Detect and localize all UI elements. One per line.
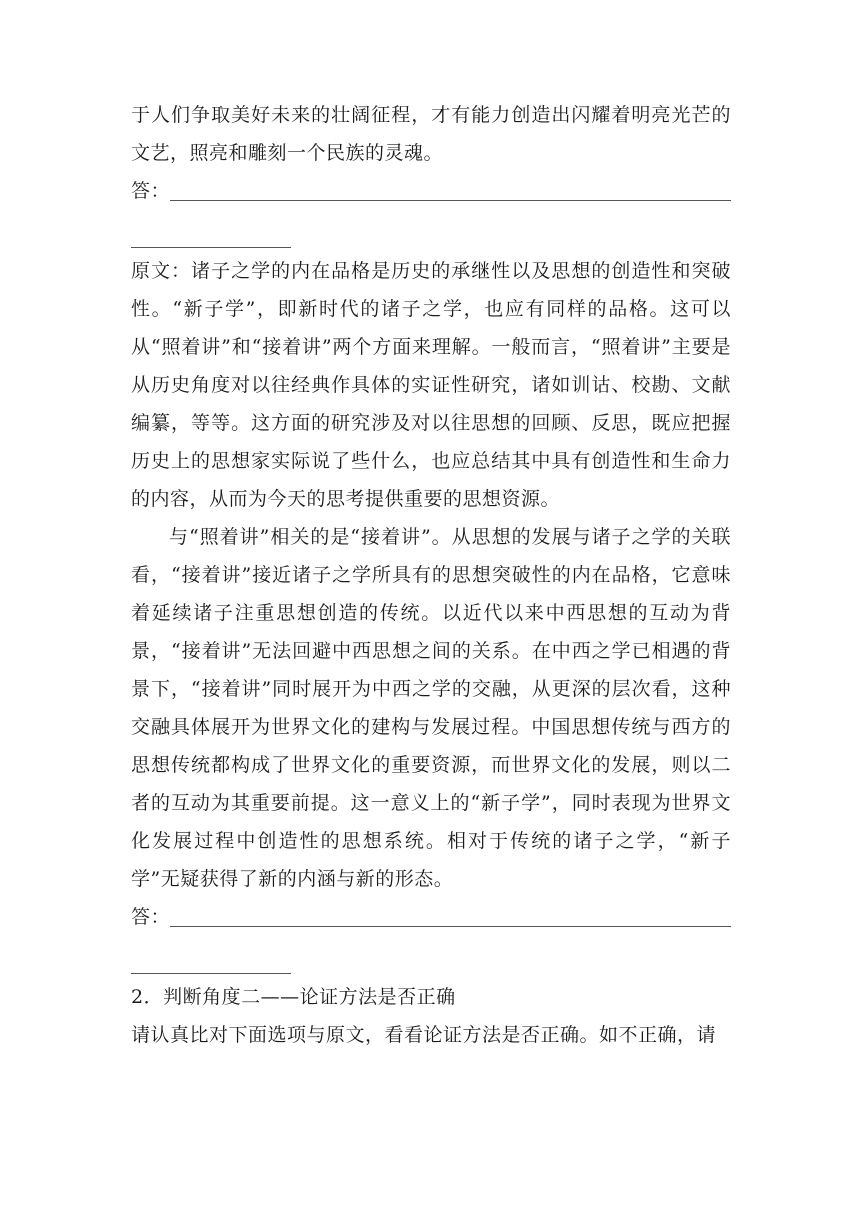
- original-text-paragraph-2: 与“照着讲”相关的是“接着讲”。从思想的发展与诸子之学的关联看，“接着讲”接近诸子之学所具有的思想突破性的内在品格，它意味着延续诸子注重思想创造的传统。以近代以来中西思想的互动为背景，“接着讲”无法回避中西思想之间的关系。在中西之学已相遇的背景下，“接着讲”同时展开为中西之学的交融，从更深的层次看，这种交融具体展开为世界文化的建构与发展过程。中国思想传统与西方的思想传统都构成了世界文化的重要资源，而世界文化的发展，则以二者的互动为其重要前提。这一意义上的“新子学”，同时表现为世界文化发展过程中创造性的思想系统。相对于传统的诸子之学，“新子学”无疑获得了新的内涵与新的形态。: [131, 526, 731, 890]
- answer-blank-line[interactable]: [170, 200, 731, 201]
- section-heading: 2．判断角度二——论证方法是否正确: [131, 986, 456, 1008]
- answer-field-2[interactable]: [131, 898, 731, 936]
- answer-field-1[interactable]: [131, 172, 731, 210]
- original-text-paragraph-1: 原文：诸子之学的内在品格是历史的承继性以及思想的创造性和突破性。“新子学”，即新时代的诸子之学，也应有同样的品格。这可以从“照着讲”和“接着讲”两个方面来理解。一般而言，“照着讲”主要是从历史角度对以往经典作具体的实证性研究，诸如训诂、校勘、文献编纂，等等。这方面的研究涉及对以往思想的回顾、反思，既应把握历史上的思想家实际说了些什么，也应总结其中具有创造性和生命力的内容，从而为今天的思考提供重要的思想资源。: [131, 260, 731, 510]
- document-page: [131, 96, 731, 1054]
- answer-label: 答：: [131, 180, 171, 202]
- answer-blank-line-continuation[interactable]: [131, 936, 291, 974]
- answer-blank-line-continuation[interactable]: [131, 210, 291, 248]
- answer-label: 答：: [131, 906, 171, 928]
- intro-paragraph: 于人们争取美好未来的壮阔征程，才有能力创造出闪耀着明亮光芒的文艺，照亮和雕刻一个民族的灵魂。: [131, 104, 731, 164]
- instruction-text: 请认真比对下面选项与原文，看看论证方法是否正确。如不正确，请: [131, 1024, 717, 1046]
- answer-blank-line[interactable]: [170, 926, 731, 927]
